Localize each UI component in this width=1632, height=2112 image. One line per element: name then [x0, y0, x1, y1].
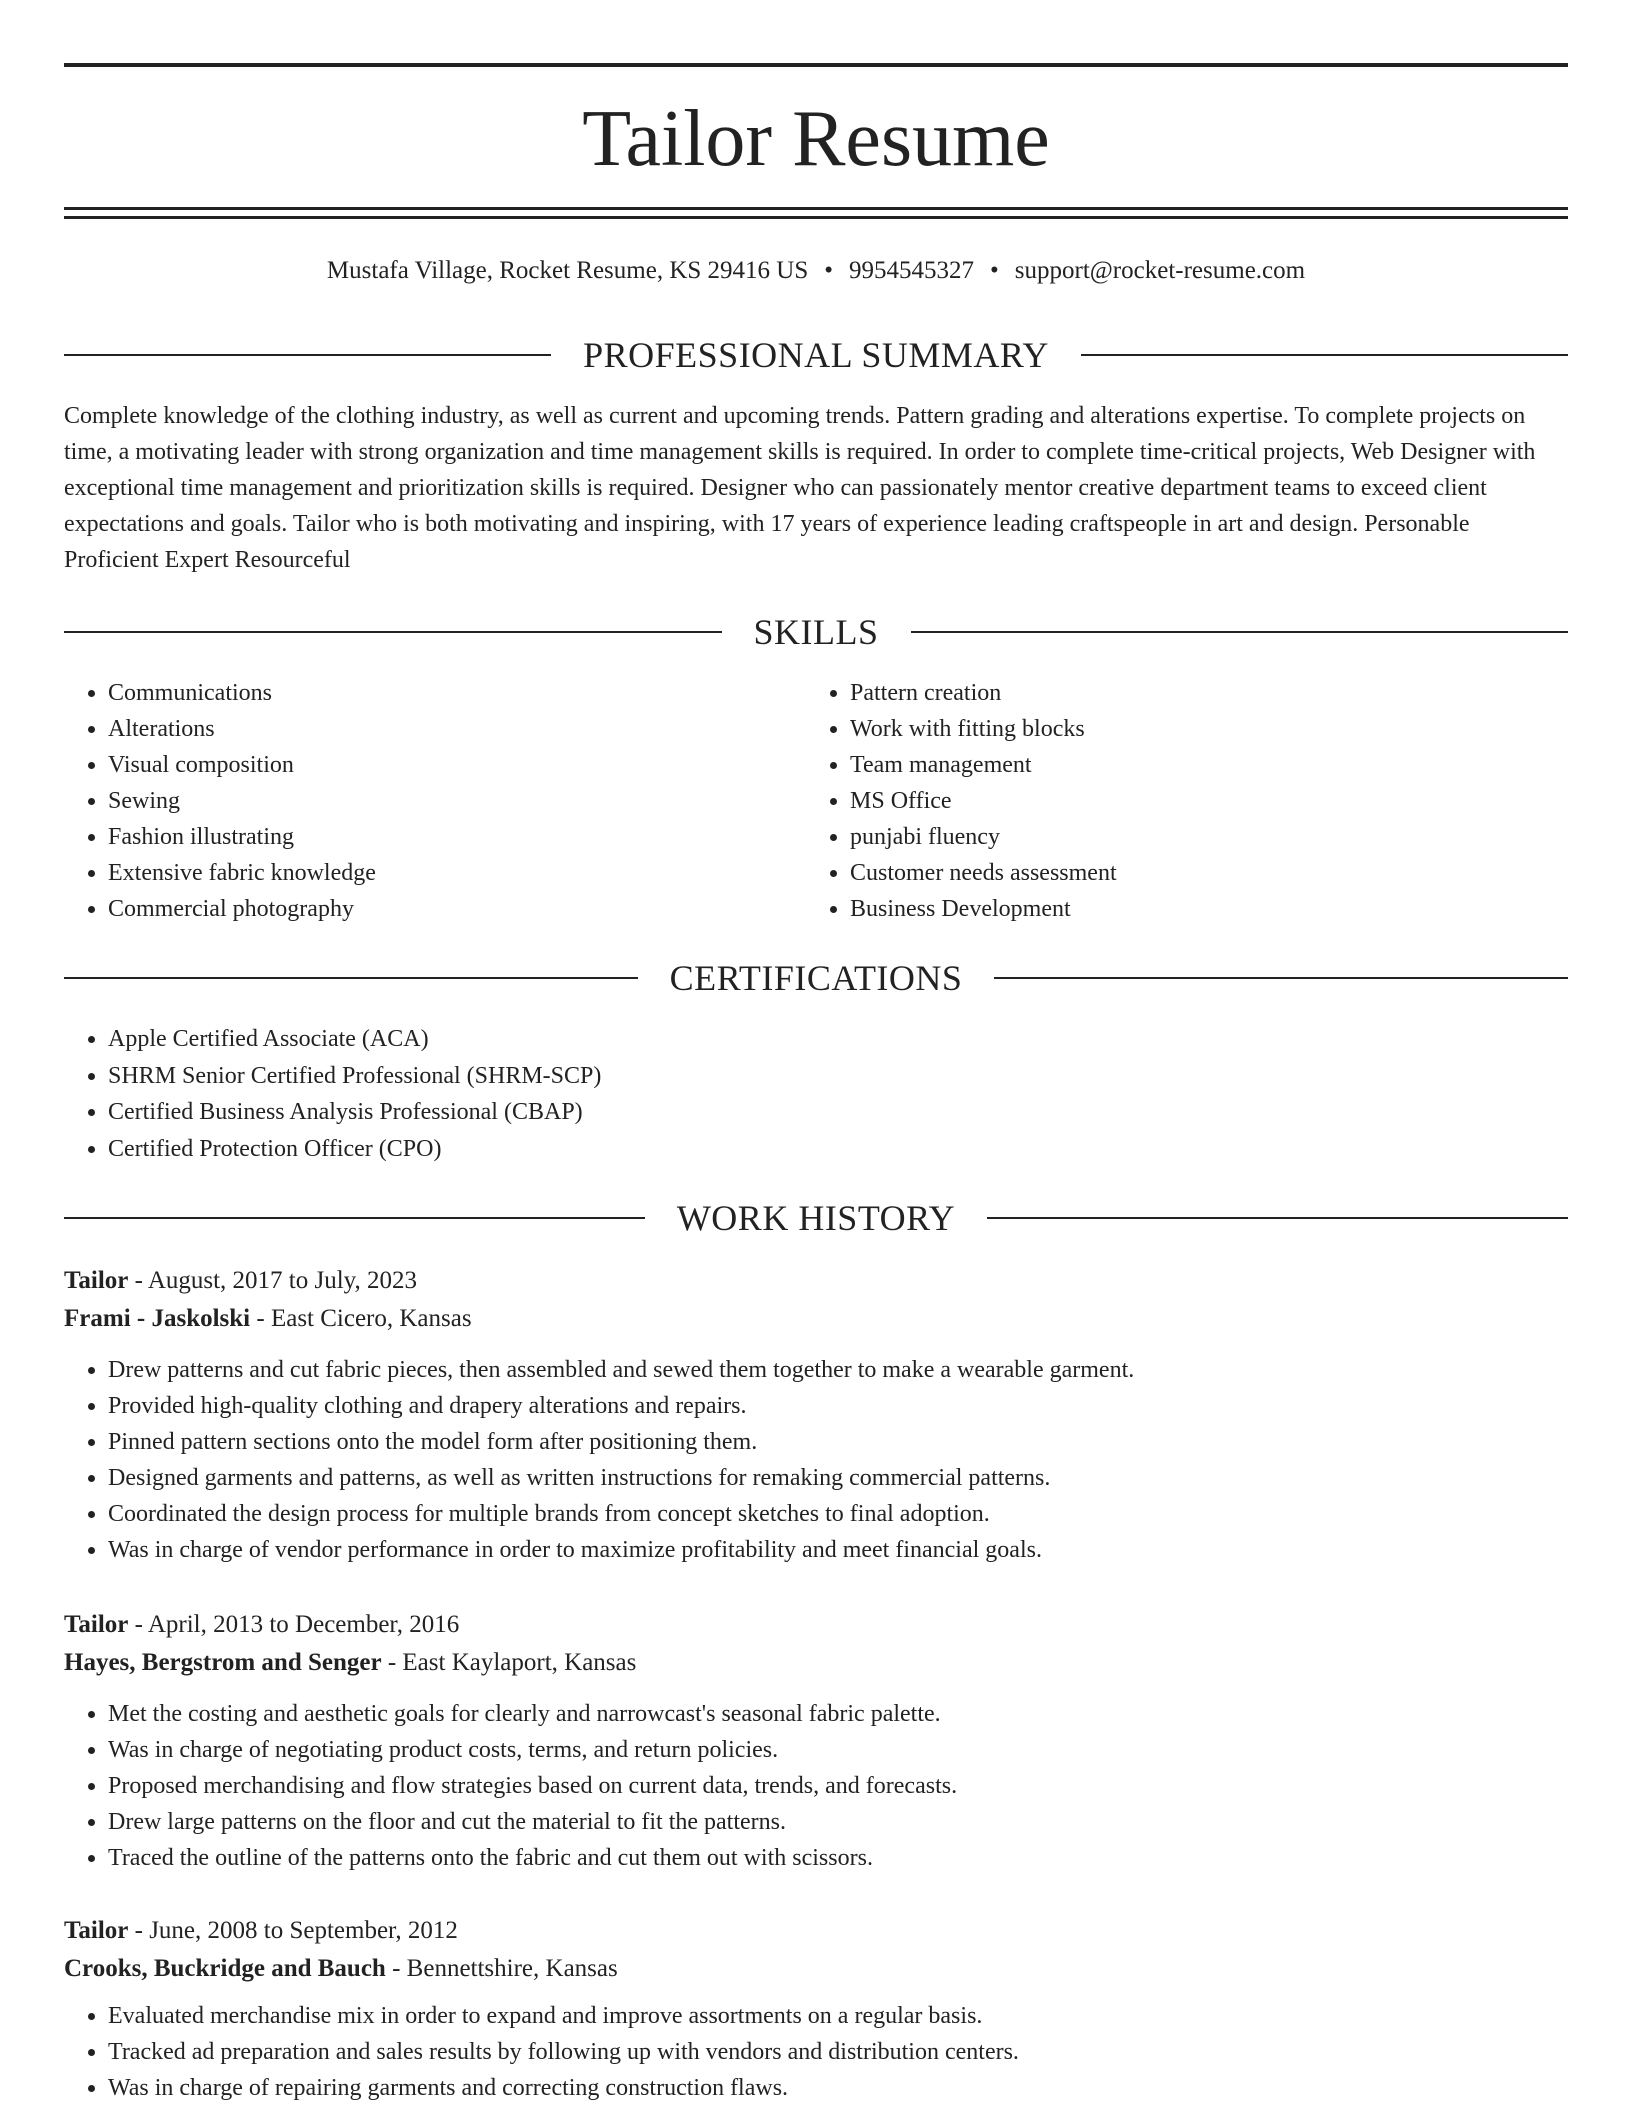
section-heading-label: SKILLS [753, 612, 879, 652]
section-heading-label: WORK HISTORY [676, 1198, 956, 1238]
job-company: Crooks, Buckridge and Bauch [64, 1955, 386, 1982]
job-title: Tailor [64, 1267, 129, 1294]
heading-rule-left [64, 1217, 645, 1219]
section-heading-label: PROFESSIONAL SUMMARY [583, 335, 1049, 375]
job-duty: • Pinned pattern sections onto the model form after positioning them. [108, 1424, 1568, 1460]
job-duties-list [64, 1352, 1568, 1568]
section-heading-work-history [64, 1196, 1568, 1240]
contact-email: support@rocket-resume.com [1014, 257, 1306, 284]
contact-address: Mustafa Village, Rocket Resume, KS 29416 US [326, 257, 809, 284]
job-dates: - August, 2017 to July, 2023 [128, 1267, 418, 1294]
summary-text: Complete knowledge of the clothing industry, as well as current and upcoming trends. Pattern grading and alterations expertise. To complete projects on time, a motivating leader with strong organization and time management skills is required. In order to complete time-critical projects, Web Designer with exceptional time management and prioritization skills is required. Designer who can passionately mentor creative department teams to exceed client expectations and goals. Tailor who is both motivating and inspiring, with 17 years of experience leading craftspeople in art and design. Personable Proficient Expert Resourceful [64, 403, 1536, 573]
heading-rule-right [987, 1217, 1568, 1219]
skill-item: • MS Office [850, 783, 1548, 819]
job-role-line [64, 1262, 1568, 1300]
job-dates: - April, 2013 to December, 2016 [128, 1611, 460, 1638]
job-title: Tailor [64, 1917, 129, 1944]
heading-rule-right [911, 631, 1569, 633]
skills-list-left [64, 675, 806, 927]
job-location: - East Cicero, Kansas [250, 1305, 472, 1332]
skills-list-right [806, 675, 1548, 927]
job-entry [64, 1606, 1568, 1876]
job-duty: • Was in charge of repairing garments and correcting construction flaws. [108, 2070, 1568, 2106]
job-company: Hayes, Bergstrom and Senger [64, 1649, 382, 1676]
skill-item: • Sewing [108, 783, 806, 819]
job-duty: • Tracked ad preparation and sales results by following up with vendors and distribution centers. [108, 2034, 1568, 2070]
skill-item: • Extensive fabric knowledge [108, 855, 806, 891]
job-company: Frami - Jaskolski [64, 1305, 251, 1332]
skill-item: • Work with fitting blocks [850, 711, 1548, 747]
certification-item: • Certified Protection Officer (CPO) [108, 1131, 1568, 1168]
section-heading-label: CERTIFICATIONS [669, 958, 963, 998]
heading-rule-left [64, 631, 722, 633]
certification-item: • SHRM Senior Certified Professional (SHRM-SCP) [108, 1058, 1568, 1095]
certifications-list [64, 1021, 1568, 1167]
skills-column-right [806, 675, 1548, 927]
skill-item: • Alterations [108, 711, 806, 747]
job-duty: • Drew patterns and cut fabric pieces, then assembled and sewed them together to make a wearable garment. [108, 1352, 1568, 1388]
skill-item: • Fashion illustrating [108, 819, 806, 855]
skill-item: • Visual composition [108, 747, 806, 783]
skill-item: • Team management [850, 747, 1548, 783]
job-entry [64, 1262, 1568, 1568]
title-divider-lower [64, 216, 1568, 219]
job-duty: • Designed garments and patterns, as well as written instructions for remaking commercial patterns. [108, 1460, 1568, 1496]
skill-item: • Pattern creation [850, 675, 1548, 711]
certification-item: • Certified Business Analysis Professional (CBAP) [108, 1094, 1568, 1131]
contact-separator: • [990, 257, 999, 284]
heading-rule-left [64, 354, 551, 356]
job-title: Tailor [64, 1611, 129, 1638]
job-role-line [64, 1606, 1568, 1644]
section-heading-skills [64, 610, 1568, 654]
job-duty: • Proposed merchandising and flow strategies based on current data, trends, and forecasts. [108, 1768, 1568, 1804]
certifications-block [64, 1021, 1568, 1167]
contact-phone: 9954545327 [849, 257, 975, 284]
page-title: Tailor Resume [582, 95, 1050, 183]
skill-item: • Business Development [850, 891, 1548, 927]
job-duty: • Met the costing and aesthetic goals for clearly and narrowcast's seasonal fabric palette. [108, 1696, 1568, 1732]
section-heading-summary [64, 333, 1568, 377]
job-company-line [64, 1644, 1568, 1682]
job-company-line [64, 1300, 1568, 1338]
contact-separator: • [824, 257, 834, 284]
skill-item: • Customer needs assessment [850, 855, 1548, 891]
skill-item: • Communications [108, 675, 806, 711]
skill-item: • punjabi fluency [850, 819, 1548, 855]
job-duty: • Was in charge of vendor performance in order to maximize profitability and meet financial goals. [108, 1532, 1568, 1568]
job-location: - Bennettshire, Kansas [385, 1955, 618, 1982]
skill-item: • Commercial photography [108, 891, 806, 927]
contact-line [64, 254, 1568, 288]
certification-item: • Apple Certified Associate (ACA) [108, 1021, 1568, 1058]
job-location: - East Kaylaport, Kansas [381, 1649, 637, 1676]
heading-rule-right [1081, 354, 1568, 356]
skills-column-left [64, 675, 806, 927]
job-dates: - June, 2008 to September, 2012 [128, 1917, 458, 1944]
job-entry [64, 1912, 1568, 2106]
job-duty: • Coordinated the design process for multiple brands from concept sketches to final adoption. [108, 1496, 1568, 1532]
job-duty: • Was in charge of negotiating product costs, terms, and return policies. [108, 1732, 1568, 1768]
job-duty: • Evaluated merchandise mix in order to expand and improve assortments on a regular basis. [108, 1998, 1568, 2034]
job-company-line [64, 1950, 1568, 1988]
job-duties-list [64, 1998, 1568, 2106]
heading-rule-right [994, 977, 1568, 979]
title-divider-upper [64, 207, 1568, 210]
job-duties-list [64, 1696, 1568, 1876]
job-duty: • Provided high-quality clothing and drapery alterations and repairs. [108, 1388, 1568, 1424]
top-rule [64, 63, 1568, 67]
job-duty: • Traced the outline of the patterns onto the fabric and cut them out with scissors. [108, 1840, 1568, 1876]
job-duty: • Drew large patterns on the floor and cut the material to fit the patterns. [108, 1804, 1568, 1840]
heading-rule-left [64, 977, 638, 979]
job-role-line [64, 1912, 1568, 1950]
section-heading-certifications [64, 956, 1568, 1000]
